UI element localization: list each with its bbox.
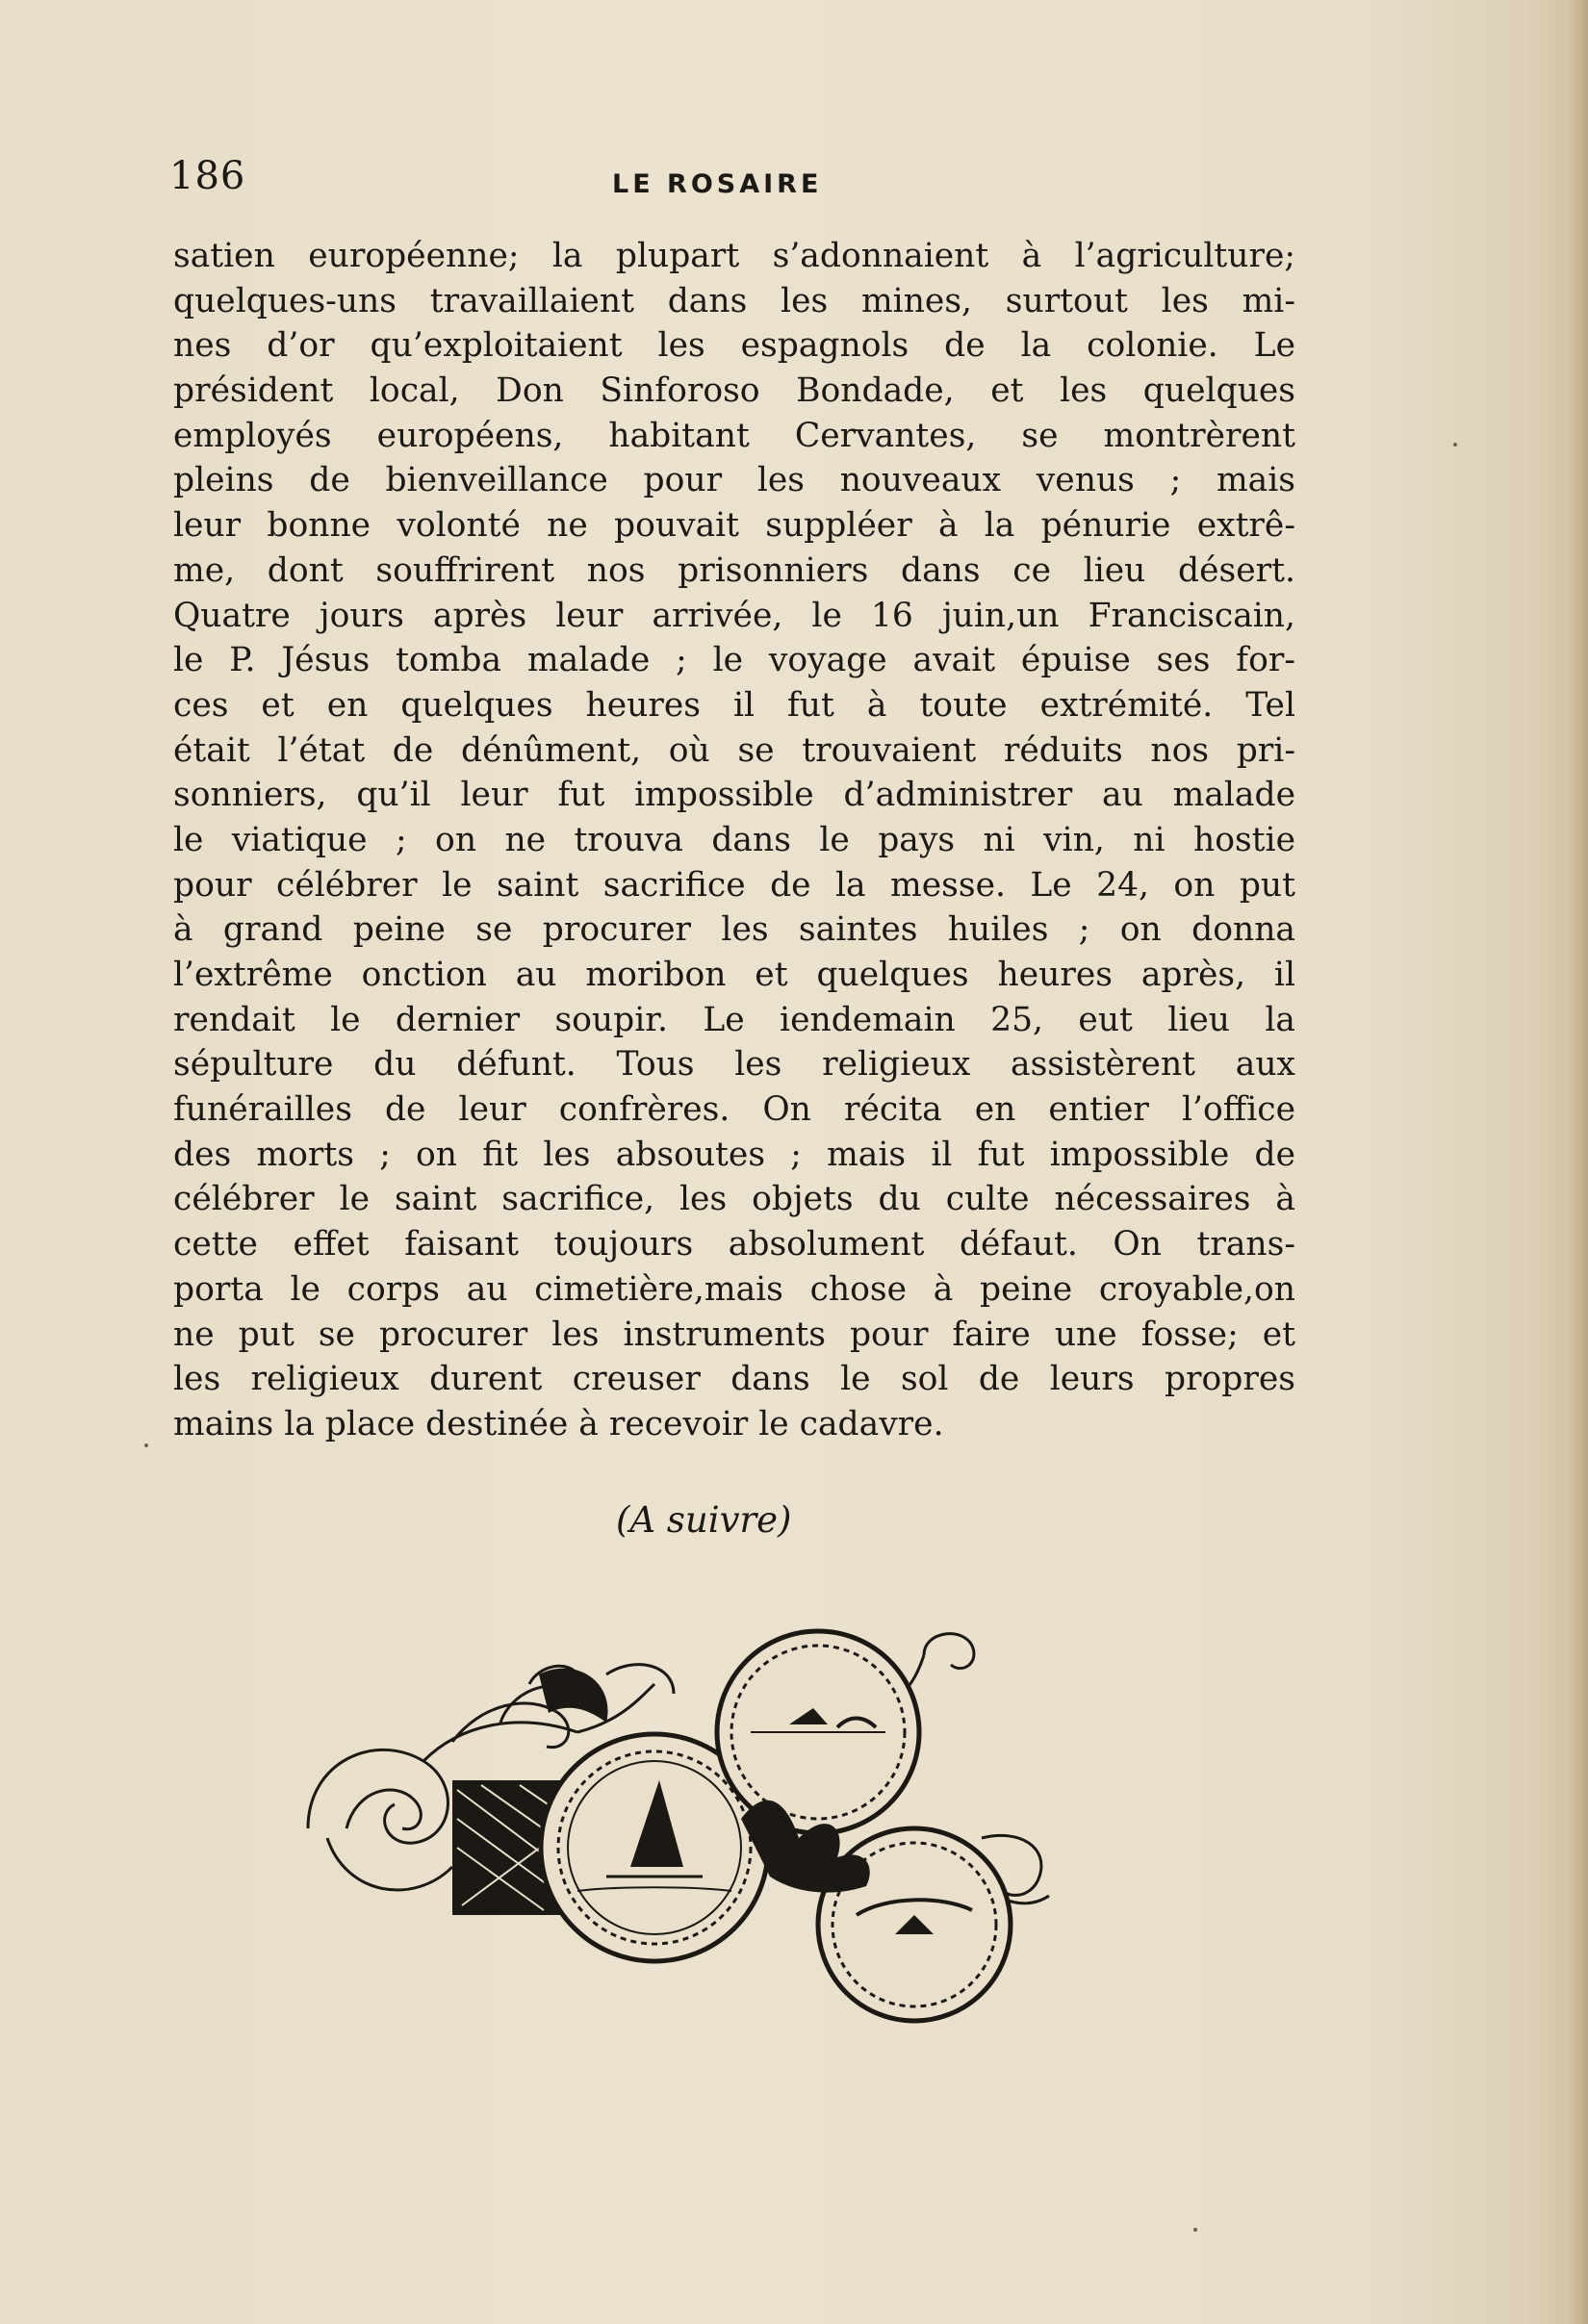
continuation-note: (A suivre) [616, 1499, 792, 1541]
text-line: funérailles de leur confrères. On récita en entier l’office [173, 1090, 1295, 1130]
decorative-vignette [289, 1617, 1155, 2050]
body-text [173, 234, 1295, 1447]
text-line: pour célébrer le saint sacrifice de la messe. Le 24, on put [173, 865, 1295, 905]
text-line: ces et en quelques heures il fut à toute extrémité. Tel [173, 685, 1295, 725]
paper-speck [1193, 2228, 1197, 2232]
text-line: à grand peine se procurer les saintes huiles ; on donna [173, 910, 1295, 950]
page-edge [1565, 0, 1588, 2324]
text-line: sépulture du défunt. Tous les religieux assistèrent aux [173, 1045, 1295, 1085]
text-line: était l’état de dénûment, où se trouvaient réduits nos pri- [173, 730, 1295, 770]
text-line: les religieux durent creuser dans le sol de leurs propres [173, 1360, 1295, 1399]
text-line: des morts ; on fit les absoutes ; mais il fut impossible de [173, 1135, 1295, 1174]
text-line: employés européens, habitant Cervantes, se montrèrent [173, 416, 1295, 455]
page-number: 186 [169, 154, 246, 198]
text-line: me, dont souffrirent nos prisonniers dans ce lieu désert. [173, 550, 1295, 590]
paper-speck [144, 1443, 148, 1447]
text-line: mains la place destinée à recevoir le cadavre. [173, 1404, 944, 1443]
text-line: leur bonne volonté ne pouvait suppléer à la pénurie extrê- [173, 506, 1295, 546]
text-line: pleins de bienveillance pour les nouveaux venus ; mais [173, 461, 1295, 500]
text-line: célébrer le saint sacrifice, les objets du culte nécessaires à [173, 1180, 1295, 1219]
text-line: le P. Jésus tomba malade ; le voyage avait épuise ses for- [173, 641, 1295, 680]
text-line: l’extrême onction au moribon et quelques heures après, il [173, 956, 1295, 994]
text-line: satien européenne; la plupart s’adonnaient à l’agriculture; [173, 237, 1295, 275]
paper-speck [1453, 443, 1457, 447]
text-line: nes d’or qu’exploitaient les espagnols de la colonie. Le [173, 326, 1295, 366]
page-header [169, 154, 1295, 212]
text-line: Quatre jours après leur arrivée, le 16 juin,un Franciscain, [173, 596, 1295, 635]
text-line: ne put se procurer les instruments pour faire une fosse; et [173, 1315, 1295, 1354]
text-line: porta le corps au cimetière,mais chose à peine croyable,on [173, 1269, 1295, 1309]
text-line: quelques-uns travaillaient dans les mines, surtout les mi- [173, 281, 1295, 320]
text-line: le viatique ; on ne trouva dans le pays ni vin, ni hostie [173, 820, 1295, 859]
running-title: LE ROSAIRE [612, 169, 823, 199]
text-line: président local, Don Sinforoso Bondade, et les quelques [173, 371, 1295, 411]
text-line: rendait le dernier soupir. Le iendemain 25, eut lieu la [173, 1000, 1295, 1039]
text-line: cette effet faisant toujours absolument défaut. On trans- [173, 1225, 1295, 1264]
text-line: sonniers, qu’il leur fut impossible d’administrer au malade [173, 776, 1295, 815]
